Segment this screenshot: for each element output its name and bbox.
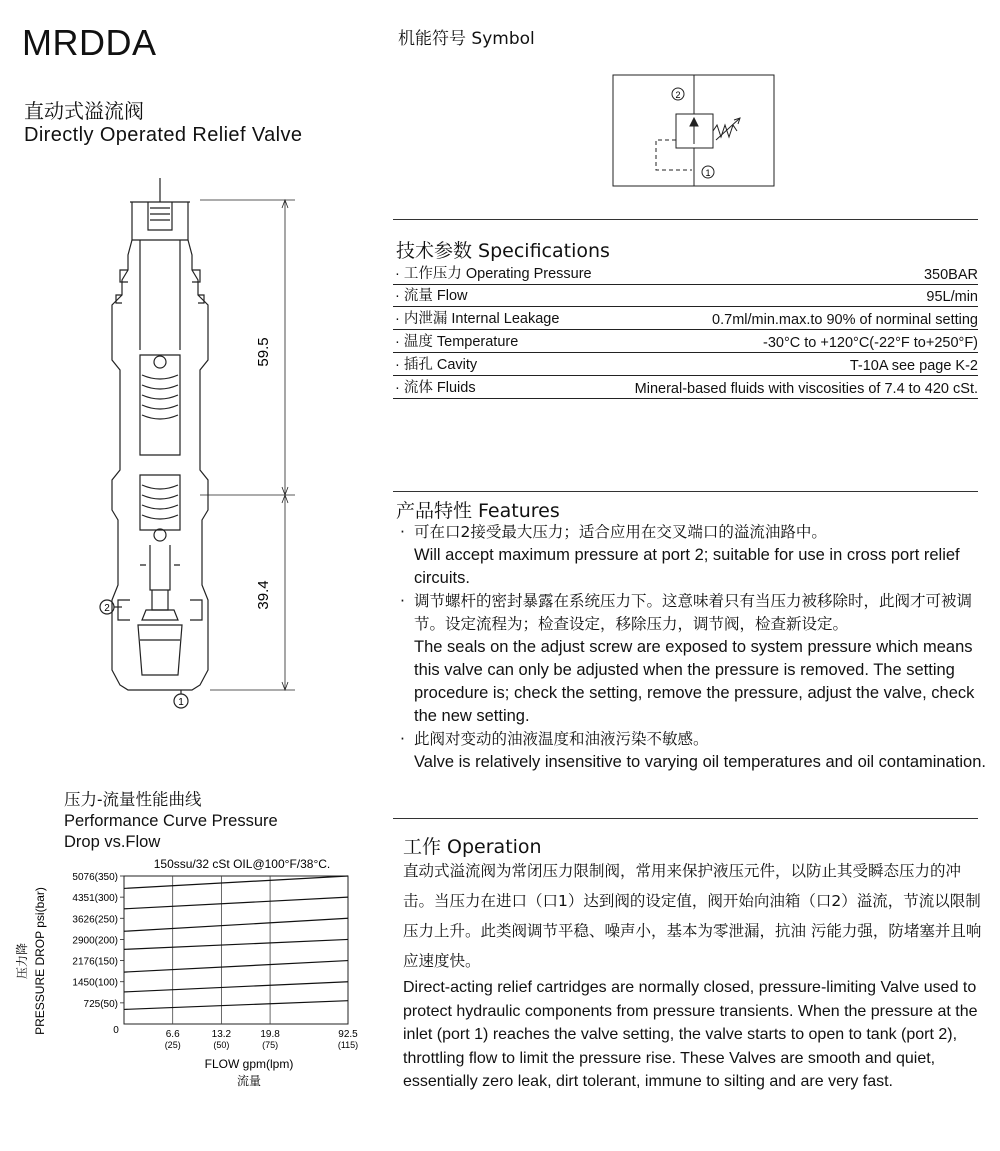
spec-label: · 流体 Fluids — [395, 380, 476, 396]
chart-title-cn: 压力-流量性能曲线 — [64, 791, 202, 809]
x-tick-sublabel: (50) — [213, 1040, 230, 1050]
x-tick-label: 6.6 — [165, 1029, 180, 1040]
spec-row-fluids — [393, 376, 978, 399]
divider — [393, 491, 978, 492]
features-title: 产品特性 Features — [396, 500, 560, 522]
symbol-port-1: 1 — [705, 168, 711, 178]
x-tick-label: 13.2 — [211, 1029, 232, 1040]
dimension-lower: 39.4 — [255, 580, 272, 610]
spec-label: · 流量 Flow — [395, 288, 468, 304]
spec-value: 0.7ml/min.max.to 90% of norminal setting — [712, 312, 978, 328]
y-tick-label: 725(50) — [83, 998, 118, 1010]
x-axis-label: FLOW gpm(lpm) — [204, 1057, 294, 1071]
valve-section-drawing — [90, 170, 300, 720]
y-tick-label: 4351(300) — [72, 893, 118, 905]
x-tick-label: 19.8 — [260, 1029, 280, 1040]
dimension-upper: 59.5 — [255, 337, 272, 367]
spec-value: Mineral-based fluids with viscosities of 7.4 to 420 cSt. — [634, 381, 978, 397]
divider — [393, 219, 978, 220]
x-tick-sublabel: (115) — [337, 1040, 359, 1050]
feature-item-en: Will accept maximum pressure at port 2; suitable for use in cross port relief circuits. — [414, 546, 960, 587]
series-line — [124, 1001, 348, 1010]
spec-value: 95L/min — [926, 289, 978, 305]
feature-item-cn: · 可在口2接受最大压力；适合应用在交叉端口的溢流油路中。 — [398, 521, 988, 544]
chart-title — [64, 790, 364, 853]
x-tick-sublabel: (25) — [164, 1040, 181, 1050]
drawing-port-1-label: 1 — [178, 697, 184, 708]
spec-row-pressure — [393, 262, 978, 285]
spec-value: T-10A see page K-2 — [849, 358, 978, 374]
product-title-cn: 直动式溢流阀 — [24, 99, 144, 123]
y-tick-label: 3626(250) — [72, 914, 118, 926]
x-axis-label-cn: 流量 — [236, 1074, 262, 1088]
y-axis-label: PRESSURE DROP psi(bar) — [33, 887, 47, 1035]
feature-item-cn: · 调节螺杆的密封暴露在系统压力下。这意味着只有当压力被移除时，此阀才可被调节。设定流程为；检查设定，移除压力，调节阀，检查新设定。 — [398, 590, 988, 636]
series-line — [124, 918, 348, 931]
spec-label: · 内泄漏 Internal Leakage — [395, 311, 560, 327]
spec-value: -30°C to +120°C(-22°F to+250°F) — [762, 335, 978, 351]
y-tick-label: 1450(100) — [72, 977, 118, 989]
series-line — [124, 939, 348, 949]
y-tick-label: 2900(200) — [72, 935, 118, 947]
spec-row-leakage — [393, 307, 978, 330]
x-tick-sublabel: (75) — [262, 1040, 279, 1050]
specifications-title: 技术参数 Specifications — [396, 240, 610, 262]
operation-text — [403, 856, 988, 1094]
chart-title-en-1: Performance Curve Pressure — [64, 812, 278, 830]
feature-item-en: The seals on the adjust screw are exposed to system pressure which means this valve can only be adjusted when the pressure is removed. The setting procedure is; check the setting, remove the pressure, adjust the valve, check the new setting. — [414, 638, 975, 725]
hydraulic-symbol — [612, 74, 776, 188]
chart-title-en-2: Drop vs.Flow — [64, 833, 161, 851]
origin-label: 0 — [113, 1025, 119, 1036]
spec-label: · 温度 Temperature — [395, 334, 519, 350]
spec-row-temperature — [393, 330, 978, 353]
y-tick-label: 2176(150) — [72, 956, 118, 968]
y-axis-label-cn: 压力降 — [15, 942, 29, 980]
drawing-port-2-label: 2 — [104, 603, 110, 614]
operation-text-en: Direct-acting relief cartridges are normally closed, pressure-limiting Valve used to protect hydraulic components from pressure transients. When the pressure at the inlet (port 1) reaches the valve setting, the valve starts to open to tank (port 2), throttling flow to limit the pressure rise. These Valves are smooth and quiet, essentially zero leak, dirt tolerant, immune to silting and are very fast. — [403, 979, 978, 1090]
operation-text-cn: 直动式溢流阀为常闭压力限制阀，常用来保护液压元件，以防止其受瞬态压力的冲击。当压力在进口（口1）达到阀的设定值，阀开始向油箱（口2）溢流，节流以限制压力上升。此类阀调节平稳、噪声小，基本为零泄漏，抗油 污能力强，防堵塞并且响应速度快。 — [403, 862, 982, 970]
feature-item-en: Valve is relatively insensitive to varying oil temperatures and oil contamination. — [414, 753, 986, 771]
series-line — [124, 961, 348, 973]
y-tick-label: 5076(350) — [72, 872, 118, 883]
x-tick-label: 92.5 — [338, 1029, 358, 1040]
series-line — [124, 982, 348, 992]
features-list — [398, 521, 988, 774]
spec-row-flow — [393, 284, 978, 307]
chart-condition: 150ssu/32 cSt OIL@100°F/38°C. — [153, 857, 331, 871]
divider — [393, 818, 978, 819]
operation-title: 工作 Operation — [403, 836, 542, 858]
series-line — [124, 897, 348, 909]
pressure-flow-chart — [0, 850, 380, 1100]
symbol-port-2: 2 — [675, 90, 681, 100]
product-title-en: Directly Operated Relief Valve — [24, 124, 303, 146]
spec-label: · 插孔 Cavity — [395, 357, 478, 373]
series-line — [124, 876, 348, 888]
model-number: MRDDA — [22, 22, 157, 63]
symbol-title: 机能符号 Symbol — [398, 29, 535, 49]
spec-label: · 工作压力 Operating Pressure — [395, 266, 592, 282]
spec-value: 350BAR — [923, 267, 978, 283]
feature-item-cn: · 此阀对变动的油液温度和油液污染不敏感。 — [398, 728, 988, 751]
spec-row-cavity — [393, 353, 978, 376]
